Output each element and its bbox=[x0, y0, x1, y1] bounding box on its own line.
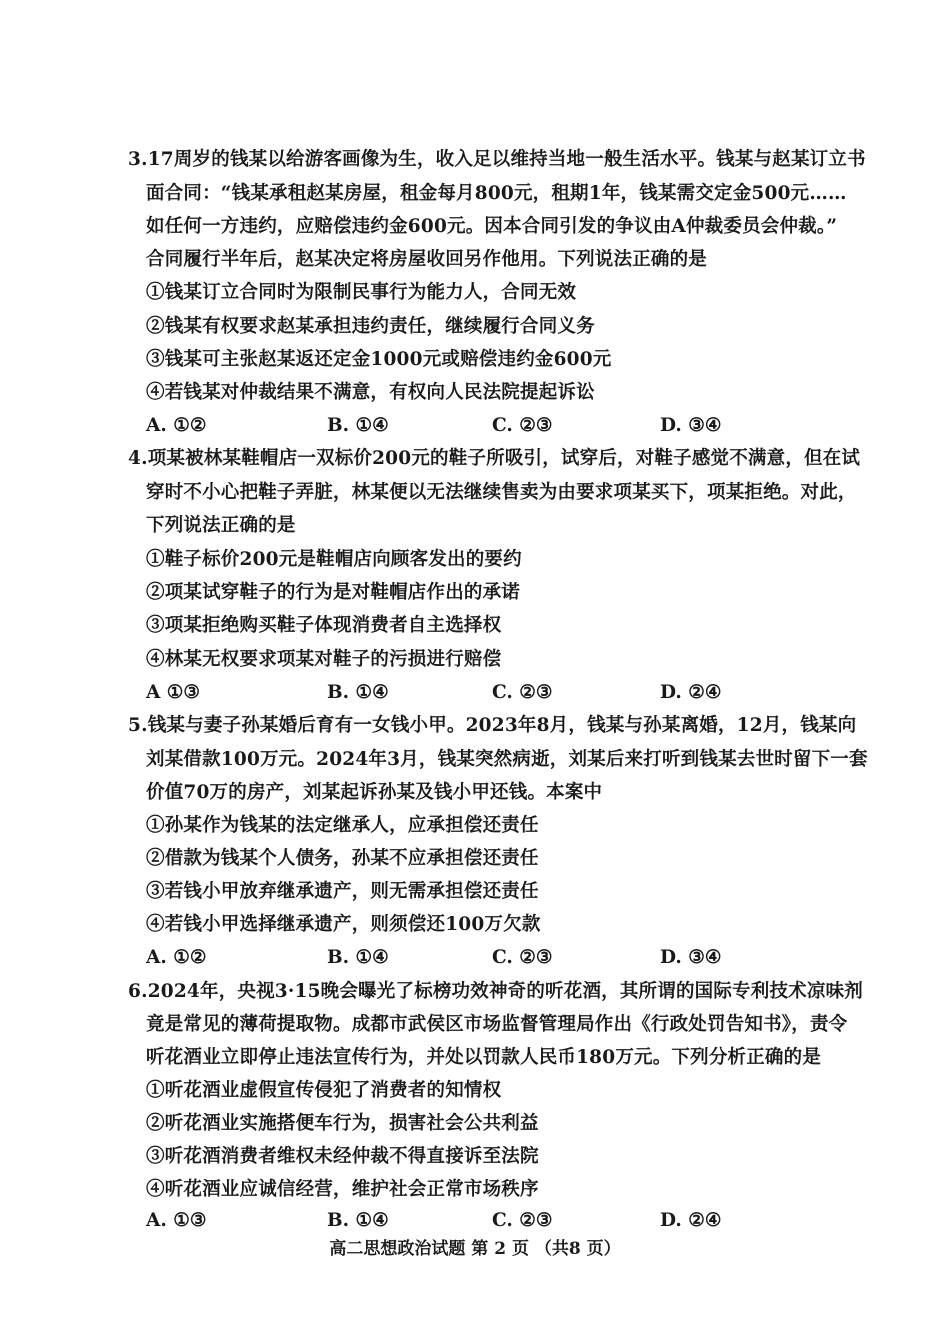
choice-a: A. ①③ bbox=[146, 1210, 207, 1231]
question-stem-line: 价值70万的房产，刘某起诉孙某及钱小甲还钱。本案中 bbox=[146, 782, 603, 803]
statement-2: ②借款为钱某个人债务，孙某不应承担偿还责任 bbox=[146, 848, 539, 869]
choice-b: B. ①④ bbox=[327, 1210, 389, 1231]
answer-choices bbox=[0, 946, 950, 970]
statement-4: ④听花酒业应诚信经营，维护社会正常市场秩序 bbox=[146, 1179, 539, 1200]
statement-3: ③钱某可主张赵某返还定金1000元或赔偿违约金600元 bbox=[146, 349, 612, 370]
page-footer: 高二思想政治试题 第 2 页 （共8 页） bbox=[329, 1239, 621, 1259]
answer-choices bbox=[0, 1209, 950, 1233]
question-stem-line: 合同履行半年后，赵某决定将房屋收回另作他用。下列说法正确的是 bbox=[146, 249, 708, 270]
statement-3: ③若钱小甲放弃继承遗产，则无需承担偿还责任 bbox=[146, 881, 539, 902]
statement-4: ④若钱某对仲裁结果不满意，有权向人民法院提起诉讼 bbox=[146, 382, 595, 403]
choice-b: B. ①④ bbox=[327, 682, 389, 703]
answer-choices bbox=[0, 414, 950, 438]
choice-c: C. ②③ bbox=[492, 415, 553, 436]
choice-d: D. ③④ bbox=[660, 415, 722, 436]
statement-1: ①孙某作为钱某的法定继承人，应承担偿还责任 bbox=[146, 815, 539, 836]
statement-2: ②项某试穿鞋子的行为是对鞋帽店作出的承诺 bbox=[146, 582, 521, 603]
statement-4: ④林某无权要求项某对鞋子的污损进行赔偿 bbox=[146, 649, 502, 670]
statement-1: ①听花酒业虚假宣传侵犯了消费者的知情权 bbox=[146, 1080, 502, 1101]
statement-2: ②听花酒业实施搭便车行为，损害社会公共利益 bbox=[146, 1113, 539, 1134]
question-stem-line: 听花酒业立即停止违法宣传行为，并处以罚款人民币180万元。下列分析正确的是 bbox=[146, 1047, 822, 1068]
question-stem-line: 竟是常见的薄荷提取物。成都市武侯区市场监督管理局作出《行政处罚告知书》，责令 bbox=[146, 1014, 848, 1035]
choice-b: B. ①④ bbox=[327, 415, 389, 436]
question-stem-line: 下列说法正确的是 bbox=[146, 515, 296, 536]
choice-d: D. ③④ bbox=[660, 947, 722, 968]
answer-choices bbox=[0, 681, 950, 705]
statement-3: ③项某拒绝购买鞋子体现消费者自主选择权 bbox=[146, 615, 502, 636]
statement-1: ①鞋子标价200元是鞋帽店向顾客发出的要约 bbox=[146, 549, 522, 570]
question-stem-line: 穿时不小心把鞋子弄脏，林某便以无法继续售卖为由要求项某买下，项某拒绝。对此， bbox=[146, 482, 857, 503]
question-stem-line: 6.2024年，央视3·15晚会曝光了标榜功效神奇的听花酒，其所谓的国际专利技术凉味剂 bbox=[128, 981, 863, 1002]
choice-c: C. ②③ bbox=[492, 947, 553, 968]
statement-3: ③听花酒消费者维权未经仲裁不得直接诉至法院 bbox=[146, 1146, 539, 1167]
choice-d: D. ②④ bbox=[660, 682, 722, 703]
choice-a: A ①③ bbox=[146, 682, 200, 703]
question-stem-line: 刘某借款100万元。2024年3月，钱某突然病逝，刘某后来打听到钱某去世时留下一套 bbox=[146, 749, 868, 770]
statement-2: ②钱某有权要求赵某承担违约责任，继续履行合同义务 bbox=[146, 316, 595, 337]
question-stem-line: 如任何一方违约，应赔偿违约金600元。因本合同引发的争议由A仲裁委员会仲裁。” bbox=[146, 216, 838, 237]
choice-b: B. ①④ bbox=[327, 947, 389, 968]
statement-1: ①钱某订立合同时为限制民事行为能力人，合同无效 bbox=[146, 282, 577, 303]
question-stem-line: 5.钱某与妻子孙某婚后育有一女钱小甲。2023年8月，钱某与孙某离婚，12月，钱某向 bbox=[128, 715, 857, 736]
choice-d: D. ②④ bbox=[660, 1210, 722, 1231]
statement-4: ④若钱小甲选择继承遗产，则须偿还100万欠款 bbox=[146, 914, 541, 935]
choice-a: A. ①② bbox=[146, 415, 207, 436]
choice-c: C. ②③ bbox=[492, 682, 553, 703]
choice-a: A. ①② bbox=[146, 947, 207, 968]
question-stem-line: 3.17周岁的钱某以给游客画像为生，收入足以维持当地一般生活水平。钱某与赵某订立书 bbox=[128, 149, 866, 170]
choice-c: C. ②③ bbox=[492, 1210, 553, 1231]
question-stem-line: 面合同：“钱某承租赵某房屋，租金每月800元，租期1年，钱某需交定金500元…… bbox=[146, 183, 847, 204]
question-stem-line: 4.项某被林某鞋帽店一双标价200元的鞋子所吸引，试穿后，对鞋子感觉不满意，但在试 bbox=[128, 448, 861, 469]
